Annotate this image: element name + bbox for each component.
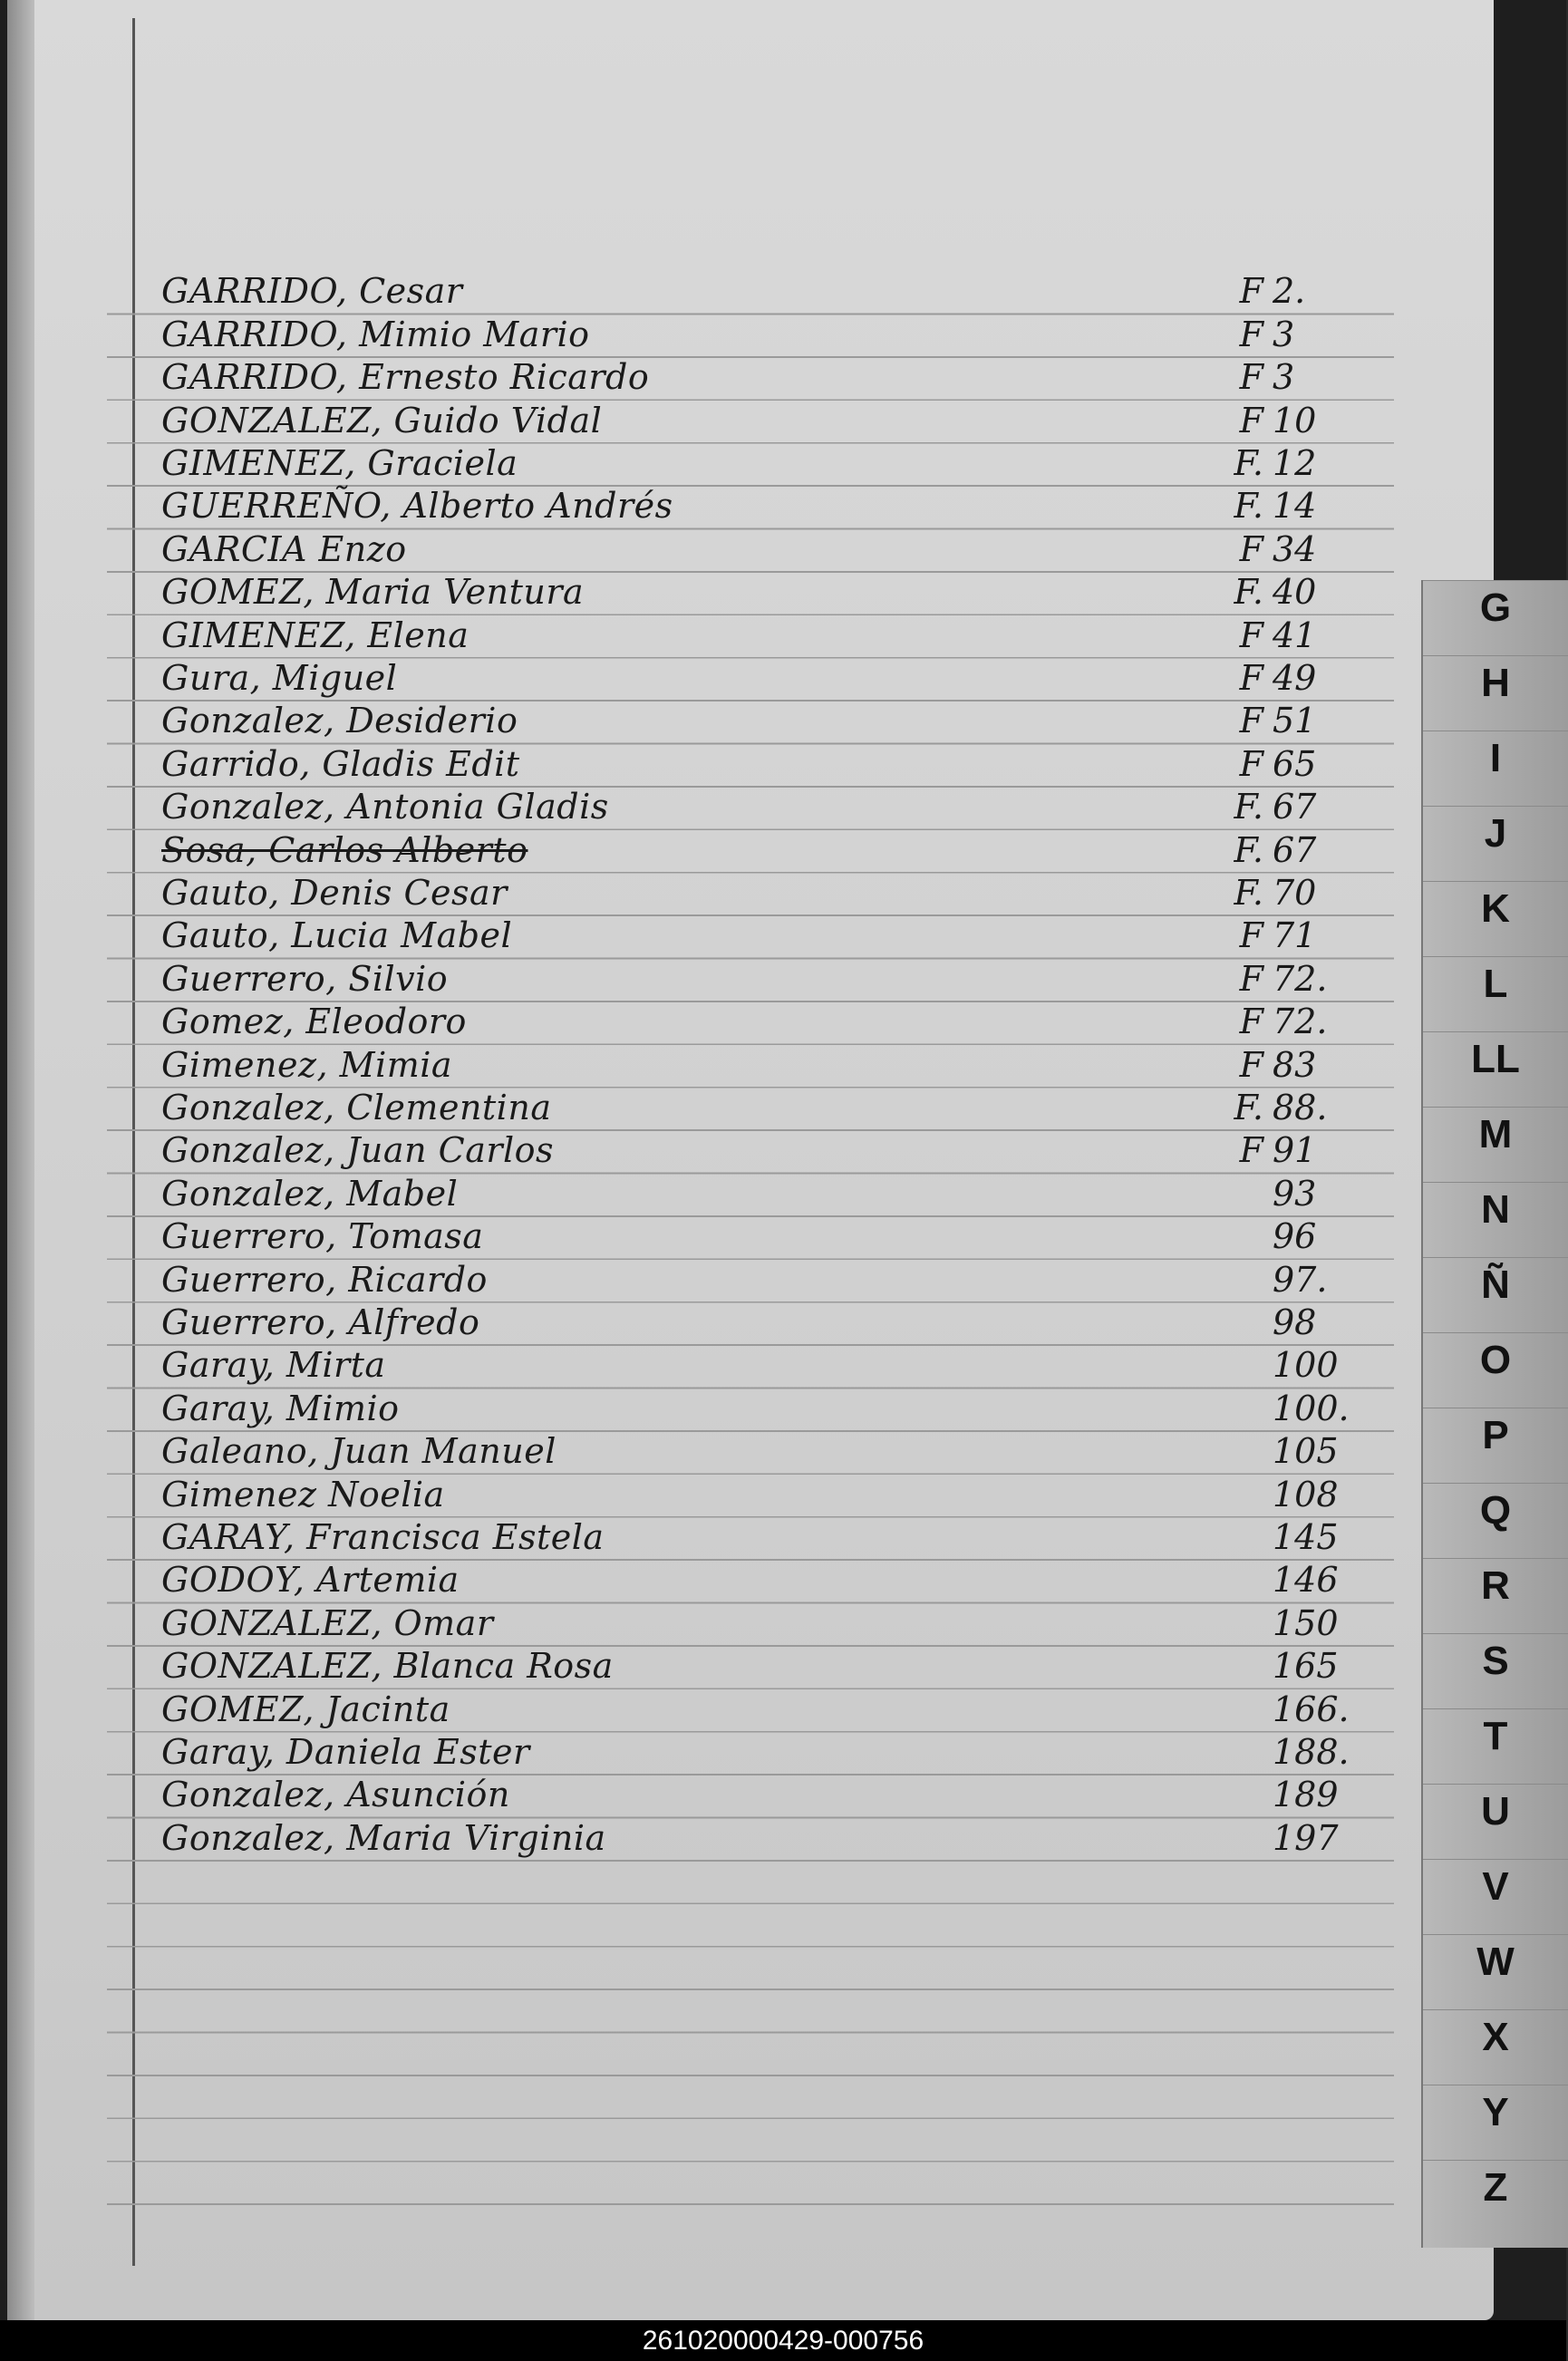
folio-mark: F — [1239, 743, 1263, 784]
index-entry — [107, 1089, 1394, 1131]
entry-name: Guerrero, Alfredo — [161, 1301, 480, 1342]
folio-number: 83 — [1273, 1044, 1317, 1085]
index-entry — [107, 916, 1394, 959]
alphabet-index-tabs — [1421, 580, 1568, 2248]
index-tab[interactable]: S — [1423, 1633, 1568, 1689]
entry-folio — [1222, 701, 1316, 740]
folio-mark: F — [1239, 357, 1263, 398]
entry-folio — [1222, 615, 1316, 655]
index-entry — [107, 444, 1394, 487]
entry-name: GARRIDO, Mimio Mario — [161, 314, 590, 354]
folio-number: 165 — [1273, 1646, 1339, 1687]
entry-name: Gonzalez, Clementina — [161, 1087, 552, 1127]
index-entry — [107, 1518, 1394, 1561]
entry-folio — [1222, 1475, 1339, 1514]
entry-folio — [1222, 658, 1316, 698]
entry-name: Garay, Mirta — [161, 1345, 386, 1386]
folio-number: 67 — [1273, 829, 1317, 870]
index-entry — [107, 1733, 1394, 1776]
entry-folio — [1222, 1045, 1316, 1085]
index-entry — [107, 358, 1394, 401]
folio-number: 40 — [1273, 572, 1317, 613]
index-tab[interactable]: V — [1423, 1859, 1568, 1914]
entry-name: Gonzalez, Asunción — [161, 1775, 510, 1815]
entry-name: Gura, Miguel — [161, 657, 398, 698]
entry-name: Gonzalez, Desiderio — [161, 701, 518, 741]
folio-number: 150 — [1273, 1602, 1339, 1643]
entry-folio — [1222, 529, 1316, 569]
folio-number: 12 — [1273, 442, 1317, 483]
entry-folio — [1222, 572, 1316, 612]
index-tab[interactable]: I — [1423, 731, 1568, 786]
index-entry — [107, 959, 1394, 1001]
index-entry — [107, 1776, 1394, 1818]
entry-name: Galeano, Juan Manuel — [161, 1431, 557, 1472]
index-entry — [107, 615, 1394, 658]
scan-id-footer: 261020000429-000756 — [0, 2320, 1566, 2361]
entry-folio — [1222, 959, 1327, 999]
index-tab[interactable]: L — [1423, 956, 1568, 1011]
entry-folio — [1222, 1732, 1350, 1772]
entry-name: GOMEZ, Maria Ventura — [161, 572, 585, 613]
entry-folio — [1222, 1345, 1339, 1385]
entry-folio — [1222, 1001, 1327, 1041]
folio-mark: F — [1239, 1044, 1263, 1085]
entry-name: Gonzalez, Juan Carlos — [161, 1130, 555, 1171]
entry-folio — [1222, 357, 1294, 397]
folio-number: 14 — [1273, 486, 1317, 527]
folio-mark: F — [1239, 1130, 1263, 1171]
entry-name: Gauto, Lucia Mabel — [161, 915, 513, 956]
entry-folio — [1222, 1389, 1350, 1428]
index-tab[interactable]: Z — [1423, 2160, 1568, 2215]
index-entry — [107, 702, 1394, 744]
index-tab[interactable]: X — [1423, 2009, 1568, 2065]
index-entry — [107, 830, 1394, 873]
index-entry — [107, 1647, 1394, 1689]
entry-folio — [1222, 1431, 1339, 1471]
index-entry — [107, 1818, 1394, 1861]
entry-name: GONZALEZ, Omar — [161, 1602, 494, 1643]
entry-name: Gimenez, Mimia — [161, 1044, 453, 1085]
folio-number: 41 — [1273, 614, 1317, 655]
folio-number: 96 — [1273, 1216, 1317, 1257]
index-entry — [107, 1432, 1394, 1475]
entry-folio — [1222, 787, 1316, 827]
index-entry — [107, 1346, 1394, 1389]
folio-number: 197 — [1273, 1817, 1339, 1858]
folio-number: 108 — [1273, 1474, 1339, 1514]
index-entry — [107, 659, 1394, 702]
folio-number: 93 — [1273, 1173, 1317, 1214]
entry-folio — [1222, 1818, 1339, 1858]
folio-number: 72. — [1273, 1001, 1328, 1042]
index-tab[interactable]: Y — [1423, 2085, 1568, 2140]
index-entry — [107, 1603, 1394, 1646]
entry-name: Sosa, Carlos Alberto — [161, 829, 528, 870]
entry-name: Garrido, Gladis Edit — [161, 743, 520, 784]
index-entry — [107, 1260, 1394, 1302]
index-tab[interactable]: N — [1423, 1182, 1568, 1237]
entry-name: GARCIA Enzo — [161, 528, 407, 569]
index-entry — [107, 314, 1394, 357]
folio-number: 3 — [1273, 314, 1295, 354]
folio-mark: F. — [1234, 829, 1263, 870]
entry-name: Gonzalez, Antonia Gladis — [161, 787, 609, 827]
entry-name: GONZALEZ, Guido Vidal — [161, 400, 603, 440]
entry-folio — [1222, 1174, 1316, 1214]
folio-mark: F — [1239, 1001, 1263, 1042]
index-entry — [107, 1002, 1394, 1045]
entry-folio — [1222, 401, 1316, 440]
entry-folio — [1222, 1603, 1339, 1643]
entry-name: Garay, Daniela Ester — [161, 1731, 530, 1772]
folio-number: 166. — [1273, 1689, 1350, 1729]
index-entry — [107, 573, 1394, 615]
folio-mark: F. — [1234, 442, 1263, 483]
index-entry — [107, 1217, 1394, 1260]
folio-mark: F — [1239, 958, 1263, 999]
entry-folio — [1222, 873, 1316, 913]
entry-name: GARAY, Francisca Estela — [161, 1516, 605, 1557]
ruled-lines — [107, 272, 1394, 2221]
folio-number: 100. — [1273, 1388, 1350, 1428]
folio-number: 72. — [1273, 958, 1328, 999]
folio-number: 2. — [1273, 271, 1306, 312]
book-spine — [7, 0, 34, 2320]
folio-mark: F — [1239, 400, 1263, 440]
entry-folio — [1222, 1689, 1350, 1729]
index-tab[interactable]: M — [1423, 1107, 1568, 1162]
index-tab[interactable]: O — [1423, 1332, 1568, 1388]
folio-mark: F. — [1234, 872, 1263, 913]
entry-folio — [1222, 915, 1316, 955]
entry-name: GUERREÑO, Alberto Andrés — [161, 486, 673, 527]
entry-folio — [1222, 1088, 1327, 1127]
folio-mark: F — [1239, 528, 1263, 569]
index-tab[interactable]: Q — [1423, 1483, 1568, 1538]
index-tab[interactable]: T — [1423, 1708, 1568, 1764]
entry-folio — [1222, 1775, 1339, 1814]
folio-number: 67 — [1273, 787, 1317, 827]
index-tab[interactable]: W — [1423, 1934, 1568, 1989]
folio-mark: F — [1239, 614, 1263, 655]
entry-name: Guerrero, Silvio — [161, 958, 449, 999]
entry-folio — [1222, 744, 1316, 784]
entry-name: GONZALEZ, Blanca Rosa — [161, 1646, 614, 1687]
index-entry — [107, 529, 1394, 572]
folio-number: 65 — [1273, 743, 1317, 784]
index-tab[interactable]: K — [1423, 881, 1568, 936]
folio-number: 97. — [1273, 1259, 1328, 1300]
folio-number: 71 — [1273, 915, 1317, 956]
index-entry — [107, 1303, 1394, 1346]
index-tab[interactable]: H — [1423, 655, 1568, 711]
folio-number: 49 — [1273, 657, 1317, 698]
folio-mark: F — [1239, 915, 1263, 956]
index-entry — [107, 874, 1394, 916]
entry-folio — [1222, 1260, 1327, 1300]
index-book-page — [7, 0, 1520, 2320]
folio-number: 70 — [1273, 872, 1317, 913]
index-tab[interactable]: J — [1423, 806, 1568, 861]
entry-name: Gonzalez, Maria Virginia — [161, 1817, 606, 1858]
entry-folio — [1222, 1560, 1339, 1600]
index-entry — [107, 744, 1394, 787]
folio-number: 189 — [1273, 1775, 1339, 1815]
index-entry — [107, 1045, 1394, 1088]
entry-folio — [1222, 1130, 1316, 1170]
folio-number: 91 — [1273, 1130, 1317, 1171]
index-entry — [107, 401, 1394, 443]
folio-number: 145 — [1273, 1516, 1339, 1557]
entry-name: GIMENEZ, Elena — [161, 614, 469, 655]
entry-folio — [1222, 830, 1316, 870]
entry-name: Guerrero, Tomasa — [161, 1216, 484, 1257]
folio-mark: F — [1239, 314, 1263, 354]
folio-number: 10 — [1273, 400, 1317, 440]
entry-name: GOMEZ, Jacinta — [161, 1689, 450, 1729]
folio-mark: F. — [1234, 1087, 1263, 1127]
folio-number: 34 — [1273, 528, 1317, 569]
entry-folio — [1222, 271, 1305, 311]
folio-mark: F — [1239, 271, 1263, 312]
entry-name: Gauto, Denis Cesar — [161, 872, 508, 913]
index-tab[interactable]: U — [1423, 1784, 1568, 1839]
index-entry — [107, 1131, 1394, 1174]
folio-number: 146 — [1273, 1560, 1339, 1601]
index-tab[interactable]: R — [1423, 1558, 1568, 1613]
entry-name: Gimenez Noelia — [161, 1474, 445, 1514]
index-entry — [107, 1561, 1394, 1603]
entry-name: GODOY, Artemia — [161, 1560, 460, 1601]
index-entry — [107, 1689, 1394, 1732]
entry-folio — [1222, 486, 1316, 526]
index-entry — [107, 788, 1394, 830]
entry-folio — [1222, 1646, 1339, 1686]
folio-mark: F. — [1234, 787, 1263, 827]
entry-name: Gomez, Eleodoro — [161, 1001, 467, 1042]
entry-folio — [1222, 314, 1294, 354]
entry-name: Guerrero, Ricardo — [161, 1259, 488, 1300]
folio-number: 188. — [1273, 1731, 1350, 1772]
index-tab[interactable]: P — [1423, 1408, 1568, 1463]
index-entry — [107, 487, 1394, 529]
index-tab[interactable]: G — [1423, 580, 1568, 635]
index-entry — [107, 1475, 1394, 1517]
folio-number: 51 — [1273, 701, 1317, 741]
entry-name: GARRIDO, Ernesto Ricardo — [161, 357, 650, 398]
index-entry — [107, 1389, 1394, 1431]
entry-folio — [1222, 1517, 1339, 1557]
folio-number: 98 — [1273, 1301, 1317, 1342]
folio-number: 100 — [1273, 1345, 1339, 1386]
folio-mark: F — [1239, 701, 1263, 741]
folio-number: 88. — [1273, 1087, 1328, 1127]
entry-name: GARRIDO, Cesar — [161, 271, 463, 312]
folio-mark: F. — [1234, 486, 1263, 527]
entry-folio — [1222, 1302, 1316, 1342]
folio-mark: F — [1239, 657, 1263, 698]
folio-mark: F. — [1234, 572, 1263, 613]
index-entry — [107, 1174, 1394, 1216]
entry-name: GIMENEZ, Graciela — [161, 442, 518, 483]
index-tab[interactable]: LL — [1423, 1031, 1568, 1087]
index-tab[interactable]: Ñ — [1423, 1257, 1568, 1312]
entry-name: Gonzalez, Mabel — [161, 1173, 459, 1214]
folio-number: 105 — [1273, 1431, 1339, 1472]
folio-number: 3 — [1273, 357, 1295, 398]
entry-folio — [1222, 1216, 1316, 1256]
index-entry — [107, 272, 1394, 314]
entry-folio — [1222, 443, 1316, 483]
entry-name: Garay, Mimio — [161, 1388, 400, 1428]
